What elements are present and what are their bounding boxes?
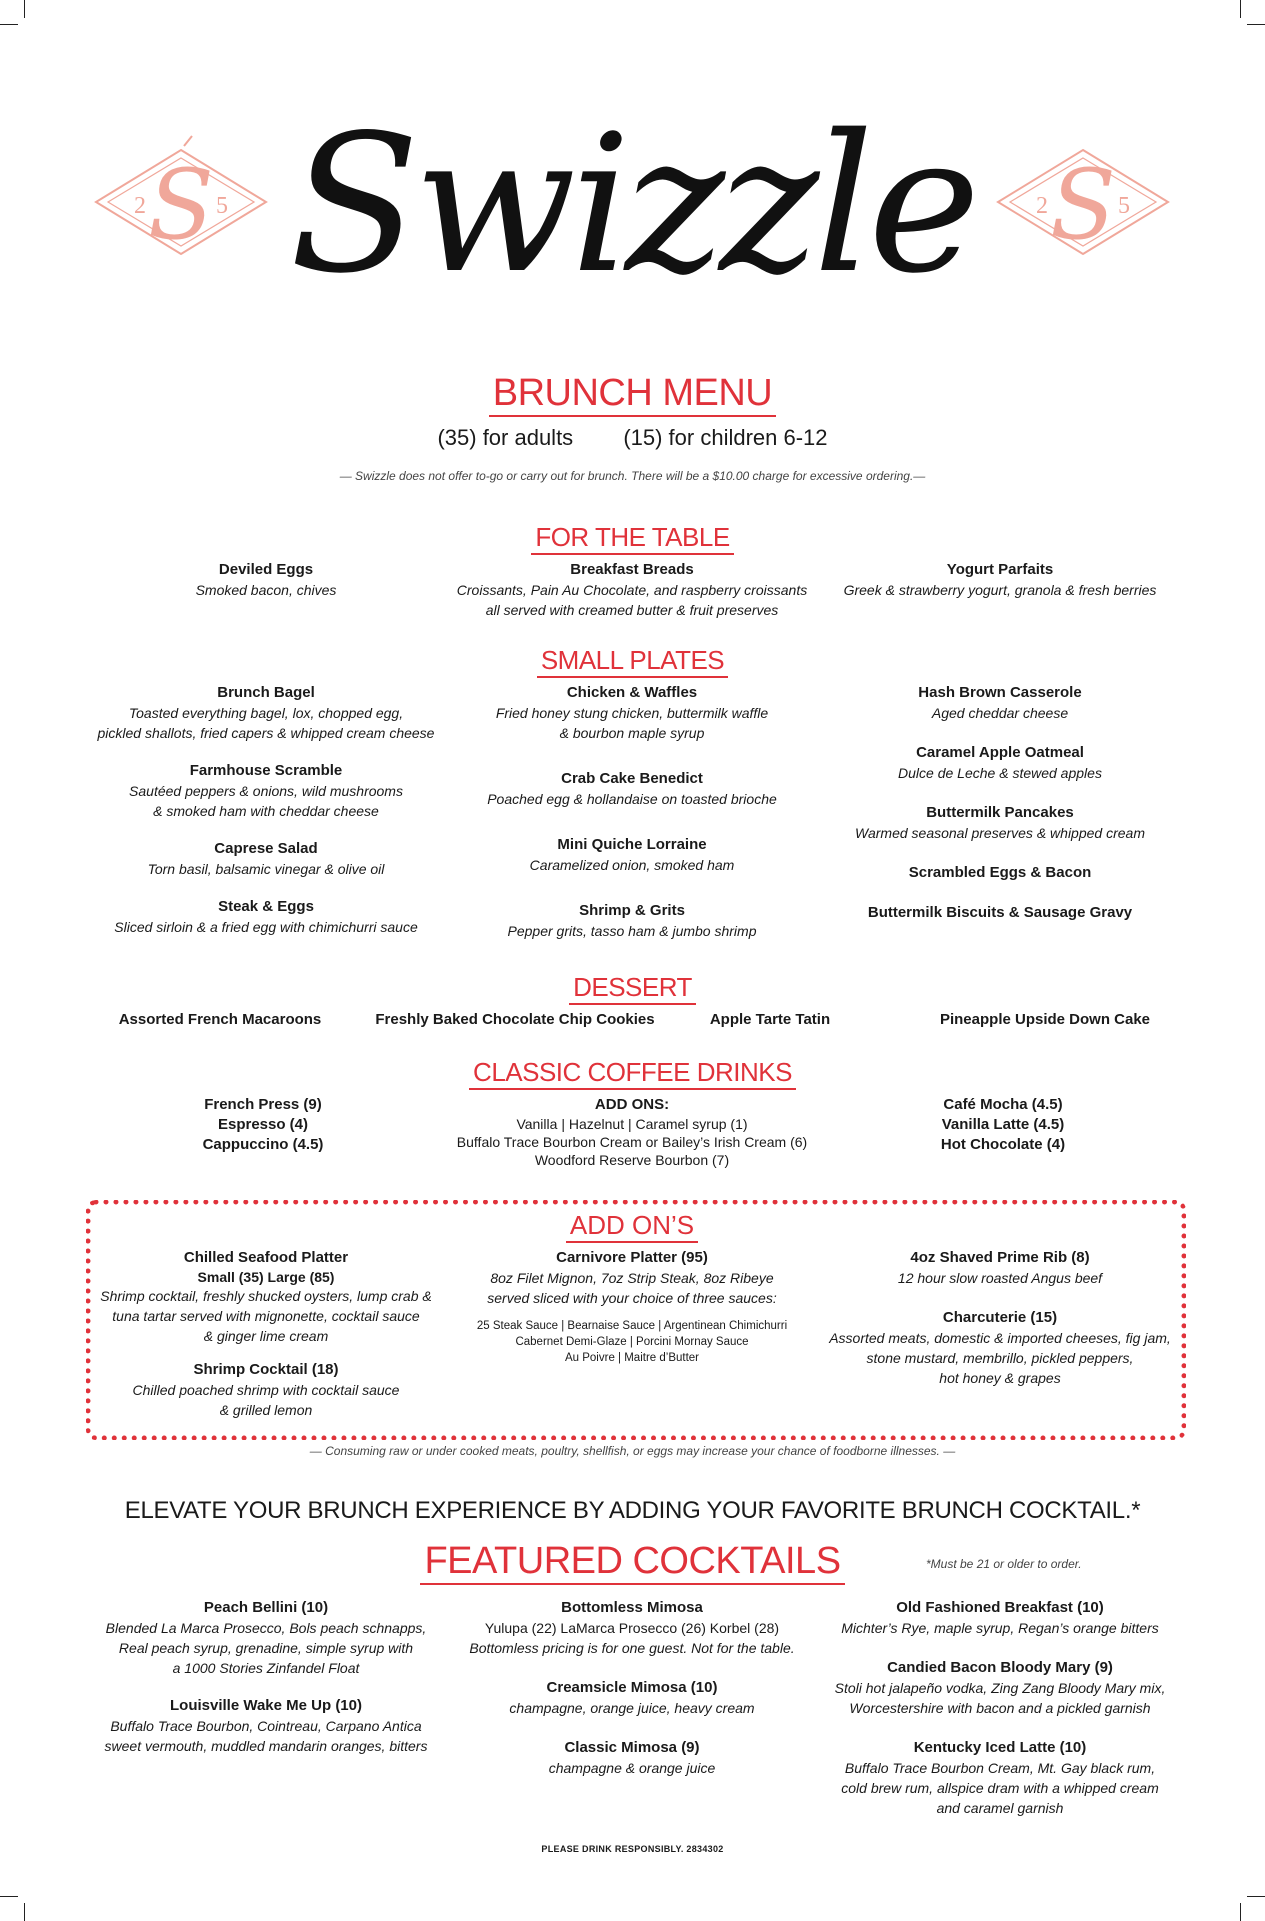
swizzle-logo: [289, 80, 975, 315]
addon-charcuterie: Charcuterie (15) Assorted meats, domestic & imported cheeses, fig jam, stone mustard, membrillo, pickled peppers, hot honey & grapes: [829, 1309, 1171, 1386]
menu-item: Hash Brown Casserole Aged cheddar cheese: [918, 684, 1082, 721]
menu-item: Caprese Salad Torn basil, balsamic vinegar & olive oil: [147, 840, 385, 877]
for-the-table-title: FOR THE TABLE: [0, 522, 1265, 553]
logo-wordmark: Swizzle: [289, 94, 975, 315]
menu-item: Farmhouse Scramble Sautéed peppers & onions, wild mushrooms & smoked ham with cheddar cheese: [129, 762, 403, 819]
emblem-right-number-five: 5: [1118, 193, 1130, 219]
small-plates-title: SMALL PLATES: [0, 645, 1265, 676]
table-item-yogurt-parfaits: Yogurt Parfaits Greek & strawberry yogurt, granola & fresh berries: [843, 561, 1157, 598]
crop-mark: [1240, 1903, 1241, 1921]
crop-mark: [24, 0, 25, 18]
small-plates-right-column: [800, 683, 1200, 941]
cocktail-classic-mimosa: Classic Mimosa (9) champagne & orange juice: [548, 1739, 716, 1776]
menu-item: Buttermilk Pancakes Warmed seasonal preserves & whipped cream: [855, 804, 1145, 841]
monogram-emblem-left: [88, 142, 274, 262]
add-ons-left-column: [96, 1248, 436, 1438]
dessert-item: Assorted French Macaroons: [118, 1011, 322, 1028]
coffee-addons: ADD ONS: Vanilla | Hazelnut | Caramel syrup (1) Buffalo Trace Bourbon Cream or Bailey’s Irish Cream (6) Woodford Reserve Bourbon (7): [456, 1096, 808, 1168]
svg-text:S: S: [1050, 149, 1116, 261]
addon-carnivore-platter: Carnivore Platter (95): [556, 1249, 708, 1266]
monogram-emblem-right: [990, 142, 1176, 262]
cocktails-middle-column: [452, 1598, 812, 1796]
add-ons-right-column: [820, 1248, 1180, 1406]
emblem-right-number-two: 2: [1036, 193, 1048, 219]
menu-item: Caramel Apple Oatmeal Dulce de Leche & stewed apples: [898, 744, 1102, 781]
cocktail-tagline: ELEVATE YOUR BRUNCH EXPERIENCE BY ADDING YOUR FAVORITE BRUNCH COCKTAIL.*: [124, 1497, 1141, 1524]
dessert-item: Apple Tarte Tatin: [709, 1011, 831, 1028]
menu-item: Crab Cake Benedict Poached egg & hollandaise on toasted brioche: [487, 770, 777, 807]
crop-mark: [1247, 1896, 1265, 1897]
menu-item: Steak & Eggs Sliced sirloin & a fried egg with chimichurri sauce: [114, 898, 418, 935]
crop-mark: [0, 1896, 18, 1897]
emblem-left-number-five: 5: [216, 193, 228, 219]
age-note: *Must be 21 or older to order.: [926, 1557, 1082, 1571]
coffee-left-column: French Press (9) Espresso (4) Cappuccino (4.5): [202, 1096, 324, 1153]
menu-item: Buttermilk Biscuits & Sausage Gravy: [867, 904, 1133, 921]
crop-mark: [1240, 0, 1241, 18]
price-children: (15) for children 6-12: [623, 425, 828, 450]
emblem-left-number-two: 2: [134, 193, 146, 219]
addon-seafood-platter: Chilled Seafood Platter Small (35) Large (85) Shrimp cocktail, freshly shucked oysters, lump crab & tuna tartar served with mignonette, cocktail sauce & ginger lime cream: [100, 1249, 432, 1344]
dessert-title: DESSERT: [0, 972, 1265, 1003]
cocktail-bottomless-mimosa: Bottomless Mimosa Yulupa (22) LaMarca Prosecco (26) Korbel (28) Bottomless pricing is for one guest. Not for the table.: [469, 1599, 795, 1656]
menu-item: Mini Quiche Lorraine Caramelized onion, smoked ham: [529, 836, 735, 873]
footer-drink-responsibly: PLEASE DRINK RESPONSIBLY. 2834302: [541, 1844, 724, 1854]
cocktail-kentucky-iced-latte: Kentucky Iced Latte (10) Buffalo Trace Bourbon Cream, Mt. Gay black rum, cold brew rum, allspice dram with a whipped cream and caramel garnish: [841, 1739, 1159, 1816]
small-plates-left-column: [66, 683, 466, 955]
crop-mark: [1247, 24, 1265, 25]
table-item-deviled-eggs: Deviled Eggs Smoked bacon, chives: [195, 561, 337, 598]
cocktail-candied-bacon-bloody-mary: Candied Bacon Bloody Mary (9) Stoli hot jalapeño vodka, Zing Zang Bloody Mary mix, Worcestershire with bacon and a pickled garnish: [834, 1659, 1166, 1716]
price-adults: (35) for adults: [437, 425, 574, 450]
addon-shrimp-cocktail: Shrimp Cocktail (18) Chilled poached shrimp with cocktail sauce & grilled lemon: [132, 1361, 400, 1418]
cocktail-peach-bellini: Peach Bellini (10) Blended La Marca Prosecco, Bols peach schnapps, Real peach syrup, grenadine, simple syrup with a 1000 Stories Zinfandel Float: [105, 1599, 427, 1676]
table-item-breakfast-breads: Breakfast Breads Croissants, Pain Au Chocolate, and raspberry croissants all served with creamed butter & fruit preserves: [456, 561, 808, 618]
menu-item: Scrambled Eggs & Bacon: [908, 864, 1092, 881]
add-ons-title: ADD ON’S: [532, 1210, 732, 1241]
cocktails-right-column: [820, 1598, 1180, 1836]
crop-mark: [0, 24, 18, 25]
coffee-title: CLASSIC COFFEE DRINKS: [0, 1057, 1265, 1088]
policy-note: — Swizzle does not offer to-go or carry out for brunch. There will be a $10.00 charge for excessive ordering.—: [339, 469, 926, 483]
price-line: [0, 425, 1265, 451]
small-plates-middle-column: [432, 683, 832, 959]
food-safety-warning: — Consuming raw or under cooked meats, poultry, shellfish, or eggs may increase your chance of foodborne illnesses. —: [309, 1444, 956, 1458]
coffee-right-column: Café Mocha (4.5) Vanilla Latte (4.5) Hot Chocolate (4): [940, 1096, 1066, 1153]
dessert-item: Pineapple Upside Down Cake: [939, 1011, 1151, 1028]
svg-text:S: S: [148, 149, 214, 261]
crop-mark: [24, 1903, 25, 1921]
cocktails-left-column: [96, 1598, 436, 1774]
cocktail-creamsicle-mimosa: Creamsicle Mimosa (10) champagne, orange juice, heavy cream: [509, 1679, 755, 1716]
cocktail-old-fashioned-breakfast: Old Fashioned Breakfast (10) Michter’s Rye, maple syrup, Regan’s orange bitters: [841, 1599, 1159, 1636]
add-ons-middle-column: Carnivore Platter (95) 8oz Filet Mignon, 7oz Strip Steak, 8oz Ribeye served sliced with your choice of three sauces: 25 Steak Sauce | Bearnaise Sauce | Argentinean Chimichurri Cabernet Demi-Glaze | Porcini Mornay Sauce Au Poivre | Maitre d’Butter: [462, 1248, 802, 1366]
menu-item: Shrimp & Grits Pepper grits, tasso ham & jumbo shrimp: [507, 902, 757, 939]
featured-cocktails-title: FEATURED COCKTAILS: [0, 1540, 1265, 1583]
menu-item: Brunch Bagel Toasted everything bagel, lox, chopped egg, pickled shallots, fried capers & whipped cream cheese: [97, 684, 435, 741]
cocktail-louisville-wake-me-up: Louisville Wake Me Up (10) Buffalo Trace Bourbon, Cointreau, Carpano Antica sweet vermouth, muddled mandarin oranges, bitters: [104, 1697, 428, 1754]
menu-item: Chicken & Waffles Fried honey stung chicken, buttermilk waffle & bourbon maple syrup: [495, 684, 769, 741]
brunch-menu-title: BRUNCH MENU: [0, 372, 1265, 415]
dessert-item: Freshly Baked Chocolate Chip Cookies: [375, 1011, 655, 1028]
addon-prime-rib: 4oz Shaved Prime Rib (8) 12 hour slow roasted Angus beef: [897, 1249, 1103, 1286]
